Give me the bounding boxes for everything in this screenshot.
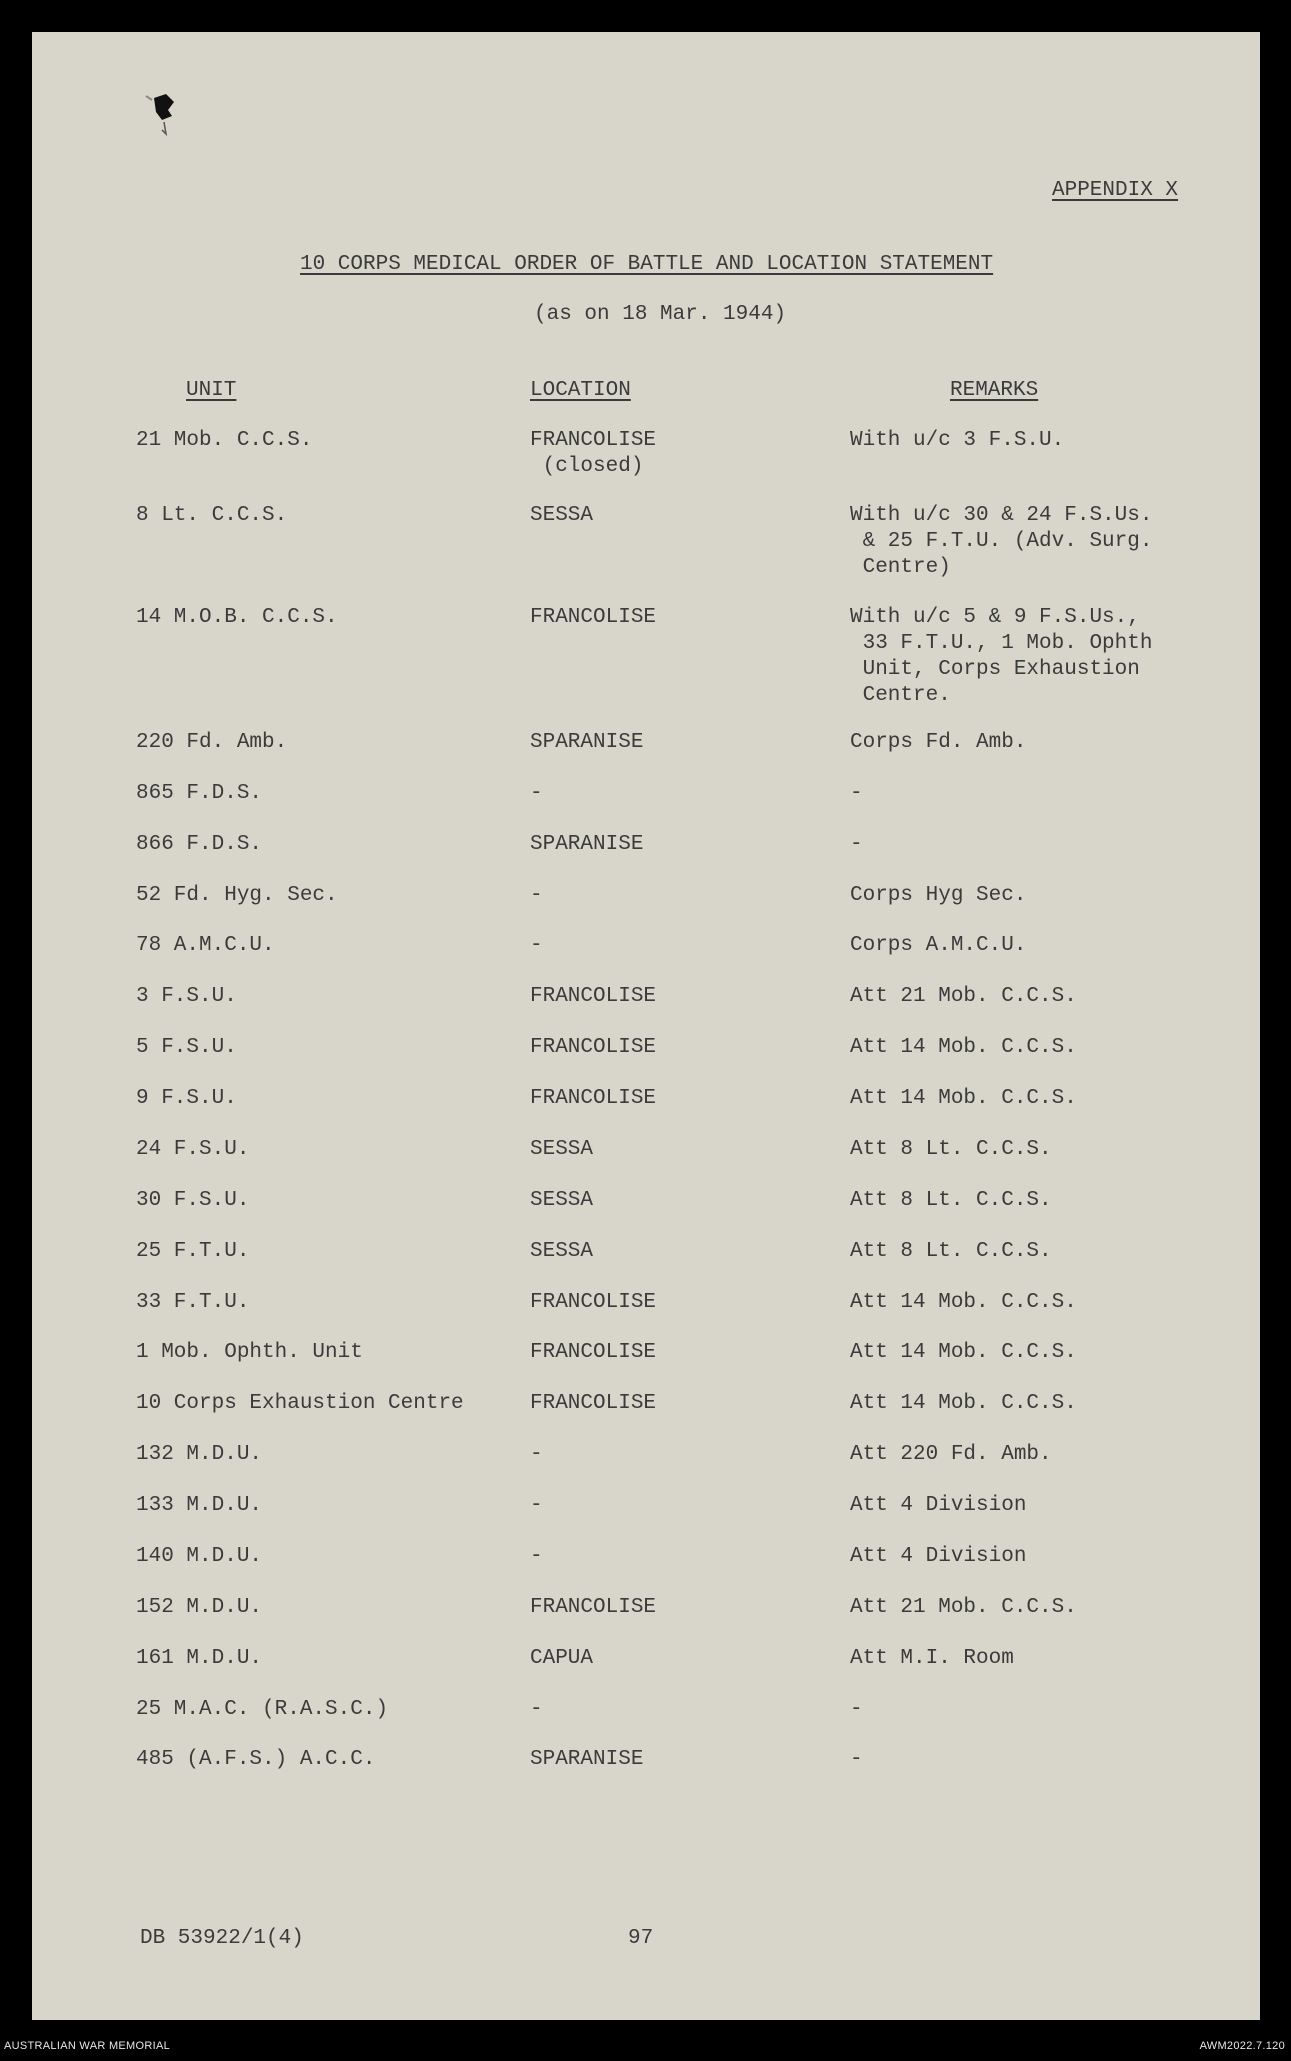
remarks-cell: Att 4 Division	[850, 1545, 1027, 1568]
unit-cell: 25 M.A.C. (R.A.S.C.)	[136, 1698, 389, 1721]
remarks-cell: -	[850, 782, 863, 805]
document-subtitle: (as on 18 Mar. 1944)	[534, 303, 787, 326]
location-cell: SESSA	[530, 1189, 594, 1212]
remarks-cell: Att 8 Lt. C.C.S.	[850, 1138, 1052, 1161]
document-reference: DB 53922/1(4)	[140, 1927, 304, 1950]
location-cell: SPARANISE	[530, 1748, 644, 1771]
location-cell: -	[530, 1698, 543, 1721]
remarks-cell: Att 21 Mob. C.C.S.	[850, 1596, 1077, 1619]
location-cell: SESSA	[530, 1240, 594, 1263]
remarks-cell: Att 14 Mob. C.C.S.	[850, 1036, 1077, 1059]
remarks-cell: Att 14 Mob. C.C.S.	[850, 1291, 1077, 1314]
archive-reference: AWM2022.7.120	[1199, 2040, 1285, 2052]
location-cell: FRANCOLISE	[530, 606, 657, 629]
remarks-cell: Corps Fd. Amb.	[850, 731, 1027, 754]
unit-cell: 220 Fd. Amb.	[136, 731, 288, 754]
unit-cell: 25 F.T.U.	[136, 1240, 250, 1263]
unit-cell: 865 F.D.S.	[136, 782, 263, 805]
unit-cell: 866 F.D.S.	[136, 833, 263, 856]
remarks-cell: -	[850, 1698, 863, 1721]
remarks-cell: With u/c 3 F.S.U.	[850, 429, 1065, 452]
header-location: LOCATION	[530, 379, 631, 402]
location-cell: -	[530, 1545, 543, 1568]
location-cell: -	[530, 782, 543, 805]
unit-cell: 133 M.D.U.	[136, 1494, 263, 1517]
unit-cell: 52 Fd. Hyg. Sec.	[136, 884, 338, 907]
document-page	[32, 32, 1260, 2020]
unit-cell: 33 F.T.U.	[136, 1291, 250, 1314]
remarks-cell: Corps A.M.C.U.	[850, 934, 1027, 957]
punch-hole-icon	[144, 90, 186, 136]
archive-credit: AUSTRALIAN WAR MEMORIAL	[4, 2040, 171, 2052]
location-cell: -	[530, 934, 543, 957]
remarks-cell: -	[850, 1748, 863, 1771]
unit-cell: 21 Mob. C.C.S.	[136, 429, 313, 452]
location-cell: FRANCOLISE	[530, 1036, 657, 1059]
unit-cell: 9 F.S.U.	[136, 1087, 237, 1110]
remarks-cell: With u/c 5 & 9 F.S.Us., 33 F.T.U., 1 Mob. Ophth Unit, Corps Exhaustion Centre.	[850, 606, 1153, 707]
appendix-label: APPENDIX X	[1052, 179, 1179, 202]
location-cell: -	[530, 884, 543, 907]
unit-cell: 161 M.D.U.	[136, 1647, 263, 1670]
page-number: 97	[628, 1927, 654, 1950]
remarks-cell: Att 4 Division	[850, 1494, 1027, 1517]
unit-cell: 3 F.S.U.	[136, 985, 237, 1008]
location-cell: -	[530, 1494, 543, 1517]
unit-cell: 1 Mob. Ophth. Unit	[136, 1341, 363, 1364]
unit-cell: 132 M.D.U.	[136, 1443, 263, 1466]
unit-cell: 30 F.S.U.	[136, 1189, 250, 1212]
unit-cell: 24 F.S.U.	[136, 1138, 250, 1161]
unit-cell: 140 M.D.U.	[136, 1545, 263, 1568]
location-cell: FRANCOLISE	[530, 1596, 657, 1619]
location-cell: SESSA	[530, 1138, 594, 1161]
remarks-cell: Corps Hyg Sec.	[850, 884, 1027, 907]
remarks-cell: Att 220 Fd. Amb.	[850, 1443, 1052, 1466]
remarks-cell: Att 8 Lt. C.C.S.	[850, 1189, 1052, 1212]
remarks-cell: -	[850, 833, 863, 856]
unit-cell: 78 A.M.C.U.	[136, 934, 275, 957]
remarks-cell: Att 14 Mob. C.C.S.	[850, 1341, 1077, 1364]
remarks-cell: Att 8 Lt. C.C.S.	[850, 1240, 1052, 1263]
location-cell: FRANCOLISE	[530, 1087, 657, 1110]
location-cell: FRANCOLISE	[530, 1392, 657, 1415]
unit-cell: 10 Corps Exhaustion Centre	[136, 1392, 464, 1415]
unit-cell: 485 (A.F.S.) A.C.C.	[136, 1748, 376, 1771]
remarks-cell: Att 14 Mob. C.C.S.	[850, 1392, 1077, 1415]
location-cell: SPARANISE	[530, 731, 644, 754]
unit-cell: 8 Lt. C.C.S.	[136, 504, 288, 527]
location-cell: SESSA	[530, 504, 594, 527]
unit-cell: 5 F.S.U.	[136, 1036, 237, 1059]
location-cell: SPARANISE	[530, 833, 644, 856]
remarks-cell: Att 14 Mob. C.C.S.	[850, 1087, 1077, 1110]
header-remarks: REMARKS	[950, 379, 1039, 402]
remarks-cell: Att M.I. Room	[850, 1647, 1014, 1670]
location-cell: FRANCOLISE	[530, 1341, 657, 1364]
location-cell: FRANCOLISE	[530, 1291, 657, 1314]
remarks-cell: With u/c 30 & 24 F.S.Us. & 25 F.T.U. (Adv. Surg. Centre)	[850, 504, 1153, 579]
document-title: 10 CORPS MEDICAL ORDER OF BATTLE AND LOCATION STATEMENT	[300, 253, 994, 276]
unit-cell: 152 M.D.U.	[136, 1596, 263, 1619]
unit-cell: 14 M.O.B. C.C.S.	[136, 606, 338, 629]
header-unit: UNIT	[186, 379, 237, 402]
location-cell: FRANCOLISE (closed)	[530, 429, 657, 478]
location-cell: FRANCOLISE	[530, 985, 657, 1008]
location-cell: -	[530, 1443, 543, 1466]
location-cell: CAPUA	[530, 1647, 594, 1670]
remarks-cell: Att 21 Mob. C.C.S.	[850, 985, 1077, 1008]
